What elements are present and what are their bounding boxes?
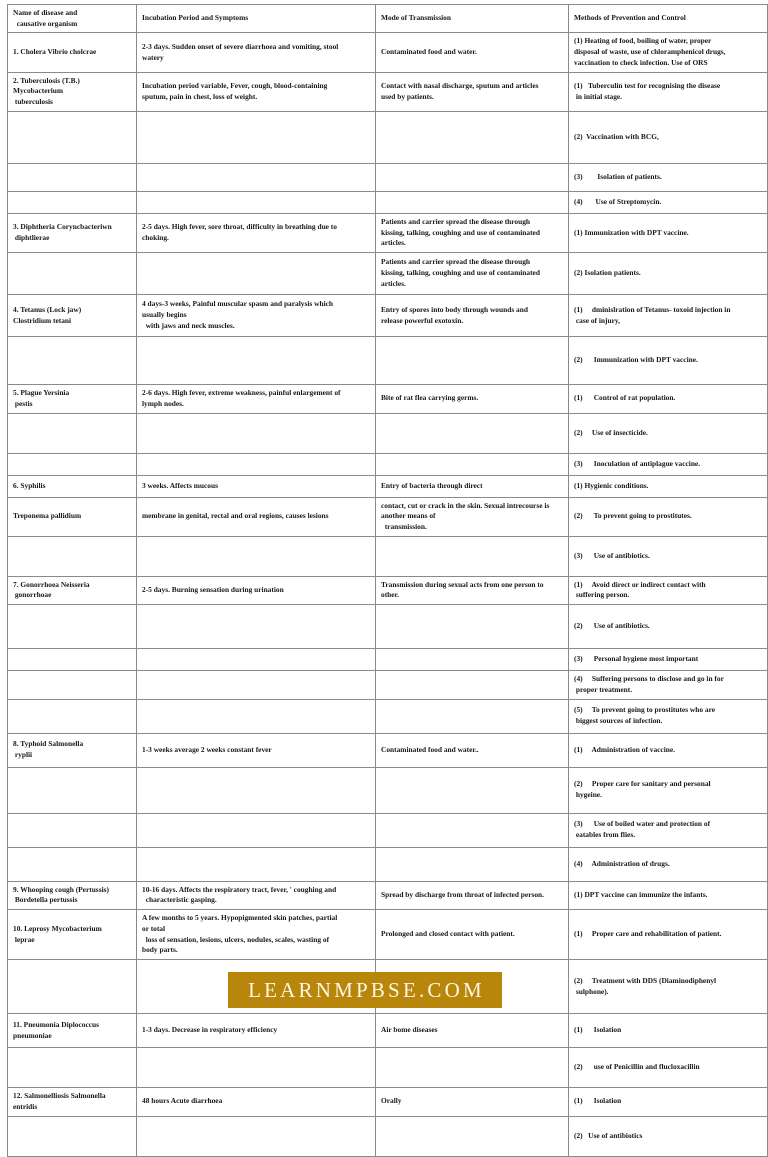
cell-disease: 10. Leprosy Mycobacterium leprae	[8, 910, 137, 960]
cell-transmission-empty	[376, 163, 569, 191]
table-row	[8, 881, 768, 909]
table-row	[8, 72, 768, 111]
table-row	[8, 671, 768, 699]
cell-transmission-empty	[376, 605, 569, 649]
cell-prevention: (1) Immunization with DPT vaccine.	[569, 213, 768, 252]
cell-disease-empty	[8, 413, 137, 453]
table-row	[8, 191, 768, 213]
cell-incubation: 10-16 days. Affects the respiratory tract, fever, ' coughing and characteristic gasping.	[137, 881, 376, 909]
cell-transmission-empty	[376, 671, 569, 699]
document-page	[0, 4, 731, 1140]
cell-transmission: Contact with nasal discharge, sputum and articles used by patients.	[376, 72, 569, 111]
cell-incubation-empty	[137, 649, 376, 671]
cell-incubation-empty	[137, 605, 376, 649]
cell-transmission: Entry of bacteria through direct	[376, 475, 569, 497]
cell-prevention: (3) Isolation of patients.	[569, 163, 768, 191]
cell-incubation-empty	[137, 1048, 376, 1088]
cell-disease: 4. Tetanus (Lock jaw) Clostridium tetani	[8, 295, 137, 337]
cell-transmission-empty	[376, 453, 569, 475]
table-row	[8, 213, 768, 252]
cell-disease: 1. Cholera Vibrio cholcrae	[8, 33, 137, 72]
cell-prevention: (1) Heating of food, boiling of water, proper disposal of waste, use of chloramphenicol drugs, vaccination to check infection. Use of ORS	[569, 33, 768, 72]
cell-transmission: Transmission during sexual acts from one person to other.	[376, 576, 569, 604]
cell-transmission: Patients and carrier spread the disease through kissing, talking, coughing and use of contaminated articles.	[376, 213, 569, 252]
cell-transmission-empty	[376, 1048, 569, 1088]
cell-transmission-empty	[376, 536, 569, 576]
cell-transmission: Entry of spores into body through wounds and release powerful exotoxin.	[376, 295, 569, 337]
cell-prevention: (1) dminislration of Tetanus- toxoid injection in case of injury,	[569, 295, 768, 337]
cell-incubation-empty	[137, 253, 376, 295]
cell-transmission-empty	[376, 191, 569, 213]
cell-prevention: (5) To prevent going to prostitutes who are biggest sources of infection.	[569, 699, 768, 733]
cell-transmission-empty	[376, 1116, 569, 1156]
table-row	[8, 847, 768, 881]
cell-prevention: (4) Suffering persons to disclose and go in for proper treatment.	[569, 671, 768, 699]
cell-incubation: 4 days-3 weeks, Painful muscular spasm and paralysis which usually begins with jaws and neck muscles.	[137, 295, 376, 337]
cell-incubation-empty	[137, 847, 376, 881]
table-row	[8, 385, 768, 413]
table-row	[8, 813, 768, 847]
table-row	[8, 253, 768, 295]
cell-incubation-empty	[137, 413, 376, 453]
table-row	[8, 1048, 768, 1088]
table-row	[8, 337, 768, 385]
cell-prevention: (1) Isolation	[569, 1014, 768, 1048]
cell-disease-empty	[8, 605, 137, 649]
cell-prevention: (2) Use of antibiotics	[569, 1116, 768, 1156]
table-row	[8, 767, 768, 813]
cell-prevention: (3) Inoculation of antiplague vaccine.	[569, 453, 768, 475]
table-row	[8, 536, 768, 576]
cell-incubation-empty	[137, 1116, 376, 1156]
table-row	[8, 33, 768, 72]
cell-disease: 12. Salmonelliosis Salmonella entridis	[8, 1088, 137, 1116]
cell-prevention: (2) Proper care for sanitary and personal hygeine.	[569, 767, 768, 813]
table-row	[8, 576, 768, 604]
cell-incubation-empty	[137, 111, 376, 163]
cell-transmission: Contaminated food and water..	[376, 733, 569, 767]
cell-prevention: (1) Isolation	[569, 1088, 768, 1116]
cell-incubation: 3 weeks. Affects mucous	[137, 475, 376, 497]
header-disease-name: Name of disease and causative organism	[8, 5, 137, 33]
cell-incubation-empty	[137, 767, 376, 813]
cell-prevention: (2) To prevent going to prostitutes.	[569, 497, 768, 536]
cell-incubation: 2-5 days. High fever, sore throat, difficulty in breathing due to choking.	[137, 213, 376, 252]
cell-disease: 9. Whooping cough (Pertussis) Bordetella pertussis	[8, 881, 137, 909]
site-logo[interactable]: LEARNMPBSE.COM	[228, 972, 502, 1008]
cell-prevention: (1) Avoid direct or indirect contact with suffering person.	[569, 576, 768, 604]
cell-disease-empty	[8, 649, 137, 671]
cell-incubation-empty	[137, 813, 376, 847]
table-row	[8, 163, 768, 191]
cell-prevention: (2) Use of antibiotics.	[569, 605, 768, 649]
cell-prevention: (3) Use of boiled water and protection of eatables from flies.	[569, 813, 768, 847]
cell-incubation: 1-3 weeks average 2 weeks constant fever	[137, 733, 376, 767]
cell-disease: 11. Pneumonia Diplococcus pneumoniae	[8, 1014, 137, 1048]
footer	[0, 972, 730, 1008]
cell-prevention: (3) Personal hygiene most important	[569, 649, 768, 671]
cell-prevention: (2) Treatment with DDS (Diaminodiphenyl sulphone).	[569, 960, 768, 1014]
cell-incubation-empty	[137, 671, 376, 699]
cell-transmission: contact, cut or crack in the skin. Sexual intrecourse is another means of transmission.	[376, 497, 569, 536]
table-row	[8, 699, 768, 733]
cell-prevention: (4) Use of Streptomycin.	[569, 191, 768, 213]
cell-transmission-empty	[376, 813, 569, 847]
table-row	[8, 1014, 768, 1048]
cell-incubation-empty	[137, 163, 376, 191]
cell-transmission-empty	[376, 413, 569, 453]
header-transmission: Mode of Transmission	[376, 5, 569, 33]
cell-prevention: (2) Isolation patients.	[569, 253, 768, 295]
cell-prevention: (2) Use of insecticide.	[569, 413, 768, 453]
cell-incubation: membrane in genital, rectal and oral regions, causes lesions	[137, 497, 376, 536]
table-row	[8, 497, 768, 536]
cell-transmission-empty	[376, 337, 569, 385]
header-incubation: Incubation Period and Symptoms	[137, 5, 376, 33]
cell-incubation: 2-6 days. High fever, extreme weakness, painful enlargement of lymph nodes.	[137, 385, 376, 413]
cell-disease-empty	[8, 111, 137, 163]
cell-prevention: (2) Immunization with DPT vaccine.	[569, 337, 768, 385]
cell-disease: 2. Tuberculosis (T.B.) Mycobacterium tuberculosis	[8, 72, 137, 111]
table-row	[8, 605, 768, 649]
cell-incubation-empty	[137, 453, 376, 475]
cell-incubation-empty	[137, 191, 376, 213]
cell-disease-empty	[8, 767, 137, 813]
table-row	[8, 413, 768, 453]
cell-transmission-empty	[376, 111, 569, 163]
cell-prevention: (1) Proper care and rehabilitation of patient.	[569, 910, 768, 960]
cell-disease: 5. Plague Yersinia pestis	[8, 385, 137, 413]
cell-disease-empty	[8, 253, 137, 295]
cell-disease: 8. Typhoid Salmonella ryplii	[8, 733, 137, 767]
cell-transmission: Orally	[376, 1088, 569, 1116]
cell-incubation-empty	[137, 337, 376, 385]
cell-disease-empty	[8, 191, 137, 213]
cell-disease: Treponema pallidium	[8, 497, 137, 536]
cell-transmission: Prolonged and closed contact with patient.	[376, 910, 569, 960]
cell-transmission-empty	[376, 649, 569, 671]
cell-incubation: 48 hours Acute diarrhoea	[137, 1088, 376, 1116]
cell-disease-empty	[8, 813, 137, 847]
cell-transmission: Contaminated food and water.	[376, 33, 569, 72]
table-row	[8, 1116, 768, 1156]
table-row	[8, 649, 768, 671]
cell-incubation: Incubation period variable, Fever, cough, blood-containing sputum, pain in chest, loss of weight.	[137, 72, 376, 111]
table-row	[8, 910, 768, 960]
cell-transmission-empty	[376, 767, 569, 813]
cell-disease-empty	[8, 1116, 137, 1156]
table-row	[8, 453, 768, 475]
cell-prevention: (1) Hygienic conditions.	[569, 475, 768, 497]
cell-prevention: (4) Administration of drugs.	[569, 847, 768, 881]
cell-transmission: Spread by discharge from throat of infected person.	[376, 881, 569, 909]
cell-incubation: 2-3 days. Sudden onset of severe diarrhoea and vomiting, stool watery	[137, 33, 376, 72]
cell-disease-empty	[8, 671, 137, 699]
cell-disease-empty	[8, 163, 137, 191]
cell-transmission: Patients and carrier spread the disease through kissing, talking, coughing and use of contaminated articles.	[376, 253, 569, 295]
cell-transmission: Air bome diseases	[376, 1014, 569, 1048]
cell-disease-empty	[8, 453, 137, 475]
cell-prevention: (3) Use of antibiotics.	[569, 536, 768, 576]
cell-disease: 7. Gonorrhoea Neisseria gonorrhoae	[8, 576, 137, 604]
cell-prevention: (2) Vaccination with BCG,	[569, 111, 768, 163]
cell-incubation-empty	[137, 536, 376, 576]
cell-prevention: (1) Tuberculin test for recognising the disease in initial stage.	[569, 72, 768, 111]
cell-disease-empty	[8, 536, 137, 576]
cell-prevention: (1) DPT vaccine can immunize the infants.	[569, 881, 768, 909]
cell-prevention: (1) Administration of vaccine.	[569, 733, 768, 767]
table-row	[8, 111, 768, 163]
cell-prevention: (2) use of Penicillin and flucloxacillin	[569, 1048, 768, 1088]
cell-incubation: 2-5 days. Burning sensation during urination	[137, 576, 376, 604]
cell-transmission: Bite of rat flea carrying germs.	[376, 385, 569, 413]
cell-disease: 3. Diphtheria Coryncbacteriwn diphtlierae	[8, 213, 137, 252]
table-row	[8, 475, 768, 497]
cell-disease-empty	[8, 1048, 137, 1088]
cell-disease-empty	[8, 337, 137, 385]
cell-disease: 6. Syphilis	[8, 475, 137, 497]
cell-incubation-empty	[137, 699, 376, 733]
table-row	[8, 733, 768, 767]
cell-transmission-empty	[376, 847, 569, 881]
cell-disease-empty	[8, 699, 137, 733]
cell-prevention: (1) Control of rat population.	[569, 385, 768, 413]
cell-incubation: 1-3 days. Decrease in respiratory efficiency	[137, 1014, 376, 1048]
cell-transmission-empty	[376, 699, 569, 733]
header-prevention: Methods of Prevention and Control	[569, 5, 768, 33]
table-header-row	[8, 5, 768, 33]
cell-disease-empty	[8, 847, 137, 881]
cell-incubation: A few months to 5 years. Hypopigmented skin patches, partial or total loss of sensation, lesions, ulcers, nodules, scales, wasting of body parts.	[137, 910, 376, 960]
table-row	[8, 295, 768, 337]
table-row	[8, 1088, 768, 1116]
